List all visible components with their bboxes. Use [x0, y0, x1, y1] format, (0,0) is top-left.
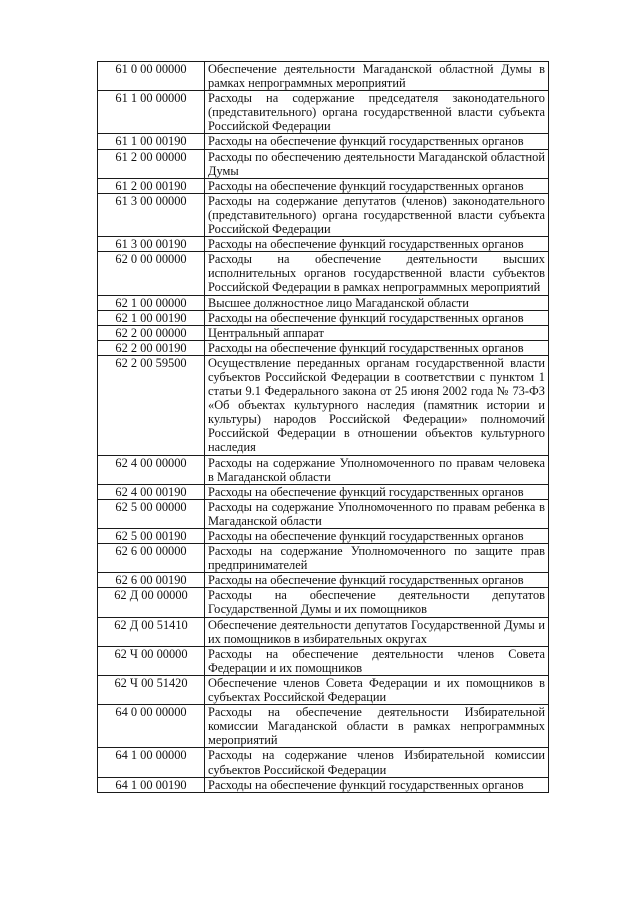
row-code: 62 4 00 00000 — [98, 455, 205, 484]
row-name: Расходы на содержание Уполномоченного по защите прав предпринимателей — [205, 544, 549, 573]
table-row — [98, 252, 549, 295]
row-name: Расходы на обеспечение деятельности членов Совета Федерации и их помощников — [205, 646, 549, 675]
table-row — [98, 748, 549, 777]
table-row — [98, 91, 549, 134]
row-code: 62 4 00 00190 — [98, 484, 205, 499]
row-code: 62 5 00 00000 — [98, 499, 205, 528]
row-name: Расходы по обеспечению деятельности Магаданской областной Думы — [205, 149, 549, 178]
row-code: 62 1 00 00190 — [98, 310, 205, 325]
row-name: Обеспечение деятельности Магаданской областной Думы в рамках непрограммных мероприятий — [205, 62, 549, 91]
row-code: 62 6 00 00000 — [98, 544, 205, 573]
budget-classification-table — [97, 61, 549, 793]
row-name: Расходы на обеспечение деятельности Избирательной комиссии Магаданской области в рамках непрограммных мероприятий — [205, 705, 549, 748]
table-row — [98, 193, 549, 236]
row-name: Расходы на обеспечение функций государственных органов — [205, 310, 549, 325]
row-code: 62 1 00 00000 — [98, 295, 205, 310]
row-name: Расходы на содержание председателя законодательного (представительного) органа государственной власти субъекта Российской Федерации — [205, 91, 549, 134]
table-row — [98, 134, 549, 149]
row-code: 62 Ч 00 51420 — [98, 675, 205, 704]
row-name: Расходы на обеспечение функций государственных органов — [205, 529, 549, 544]
row-code: 62 2 00 59500 — [98, 355, 205, 455]
row-code: 61 0 00 00000 — [98, 62, 205, 91]
table-row — [98, 499, 549, 528]
row-code: 62 6 00 00190 — [98, 573, 205, 588]
table-row — [98, 325, 549, 340]
row-name: Обеспечение членов Совета Федерации и их помощников в субъектах Российской Федерации — [205, 675, 549, 704]
table-row — [98, 573, 549, 588]
table-row — [98, 149, 549, 178]
row-code: 62 0 00 00000 — [98, 252, 205, 295]
row-code: 61 2 00 00190 — [98, 178, 205, 193]
table-row — [98, 675, 549, 704]
table-row — [98, 705, 549, 748]
row-code: 62 Д 00 00000 — [98, 588, 205, 617]
row-name: Расходы на содержание членов Избирательной комиссии субъектов Российской Федерации — [205, 748, 549, 777]
row-name: Расходы на содержание Уполномоченного по правам ребенка в Магаданской области — [205, 499, 549, 528]
table-row — [98, 544, 549, 573]
table-row — [98, 295, 549, 310]
table-row — [98, 646, 549, 675]
table-row — [98, 355, 549, 455]
row-name: Расходы на обеспечение деятельности депутатов Государственной Думы и их помощников — [205, 588, 549, 617]
row-name: Расходы на обеспечение функций государственных органов — [205, 573, 549, 588]
table-row — [98, 617, 549, 646]
row-name: Расходы на содержание Уполномоченного по правам человека в Магаданской области — [205, 455, 549, 484]
row-code: 61 1 00 00000 — [98, 91, 205, 134]
row-name: Расходы на обеспечение функций государственных органов — [205, 484, 549, 499]
table-row — [98, 178, 549, 193]
row-code: 61 3 00 00000 — [98, 193, 205, 236]
row-name: Обеспечение деятельности депутатов Государственной Думы и их помощников в избирательных округах — [205, 617, 549, 646]
table-row — [98, 529, 549, 544]
row-code: 61 2 00 00000 — [98, 149, 205, 178]
row-code: 62 2 00 00000 — [98, 325, 205, 340]
table-body — [98, 62, 549, 793]
row-code: 64 1 00 00190 — [98, 777, 205, 792]
table-row — [98, 455, 549, 484]
row-code: 61 1 00 00190 — [98, 134, 205, 149]
row-code: 64 0 00 00000 — [98, 705, 205, 748]
row-code: 64 1 00 00000 — [98, 748, 205, 777]
table-row — [98, 588, 549, 617]
row-name: Осуществление переданных органам государственной власти субъектов Российской Федерации в соответствии с пунктом 1 статьи 9.1 Федерального закона от 25 июня 2002 года № 73-ФЗ «Об объектах культурного наследия (памятник истории и культуры) народов Российской Федерации» полномочий Российской Федерации в отношении объектов культурного наследия — [205, 355, 549, 455]
row-code: 62 Д 00 51410 — [98, 617, 205, 646]
row-name: Расходы на обеспечение функций государственных органов — [205, 178, 549, 193]
table-row — [98, 62, 549, 91]
table-row — [98, 237, 549, 252]
row-name: Расходы на обеспечение деятельности высших исполнительных органов государственной власти субъектов Российской Федерации в рамках непрограммных мероприятий — [205, 252, 549, 295]
table-row — [98, 340, 549, 355]
row-code: 61 3 00 00190 — [98, 237, 205, 252]
row-name: Расходы на обеспечение функций государственных органов — [205, 134, 549, 149]
row-name: Расходы на содержание депутатов (членов) законодательного (представительного) органа государственной власти субъекта Российской Федерации — [205, 193, 549, 236]
row-code: 62 5 00 00190 — [98, 529, 205, 544]
row-name: Центральный аппарат — [205, 325, 549, 340]
table-row — [98, 310, 549, 325]
table-row — [98, 484, 549, 499]
row-name: Расходы на обеспечение функций государственных органов — [205, 777, 549, 792]
row-name: Расходы на обеспечение функций государственных органов — [205, 340, 549, 355]
row-name: Высшее должностное лицо Магаданской области — [205, 295, 549, 310]
table-row — [98, 777, 549, 792]
row-code: 62 Ч 00 00000 — [98, 646, 205, 675]
row-name: Расходы на обеспечение функций государственных органов — [205, 237, 549, 252]
row-code: 62 2 00 00190 — [98, 340, 205, 355]
